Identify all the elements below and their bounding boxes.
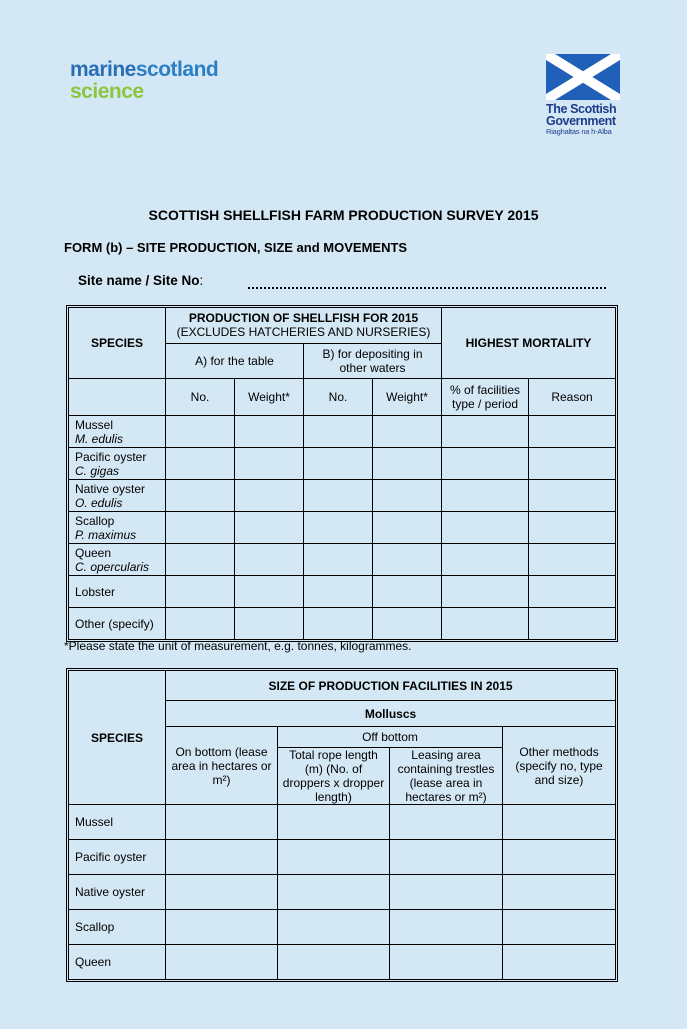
- species-cell: [69, 416, 166, 448]
- table-row: [69, 480, 616, 512]
- entry-cell[interactable]: [442, 608, 529, 640]
- entry-cell[interactable]: [373, 448, 442, 480]
- entry-cell[interactable]: [235, 416, 304, 448]
- entry-cell[interactable]: [529, 512, 616, 544]
- species-name: Pacific oyster: [75, 449, 147, 464]
- entry-cell[interactable]: [166, 480, 235, 512]
- table-row: [69, 448, 616, 480]
- size-title-header: SIZE OF PRODUCTION FACILITIES IN 2015: [166, 671, 616, 701]
- entry-cell[interactable]: [442, 480, 529, 512]
- entry-cell[interactable]: [166, 945, 278, 980]
- species-cell: [69, 480, 166, 512]
- logo-science-text: science: [70, 80, 144, 103]
- pct-facilities-header: % of facilities type / period: [442, 379, 529, 416]
- entry-cell[interactable]: [166, 875, 278, 910]
- entry-cell[interactable]: [304, 416, 373, 448]
- species-cell: [69, 544, 166, 576]
- species-cell: [69, 448, 166, 480]
- depositing-header: B) for depositing in other waters: [304, 343, 442, 379]
- table-row: [69, 910, 616, 945]
- rope-length-header: Total rope length (m) (No. of droppers x dropper length): [278, 748, 390, 805]
- species-name: Native oyster: [75, 481, 146, 496]
- facilities-table: [68, 670, 616, 980]
- molluscs-header: Molluscs: [166, 701, 616, 727]
- entry-cell[interactable]: [442, 512, 529, 544]
- entry-cell[interactable]: [390, 805, 503, 840]
- entry-cell[interactable]: [278, 840, 390, 875]
- entry-cell[interactable]: [235, 448, 304, 480]
- entry-cell[interactable]: [278, 805, 390, 840]
- entry-cell[interactable]: [442, 544, 529, 576]
- entry-cell[interactable]: [304, 512, 373, 544]
- production-table: [68, 307, 616, 640]
- entry-cell[interactable]: [304, 608, 373, 640]
- entry-cell[interactable]: [390, 875, 503, 910]
- entry-cell[interactable]: [529, 416, 616, 448]
- species-name: Other (specify): [75, 616, 154, 631]
- trestles-header: Leasing area containing trestles (lease area in hectares or m²): [390, 748, 503, 805]
- entry-cell[interactable]: [390, 945, 503, 980]
- species-latin-name: O. edulis: [75, 495, 123, 510]
- table-row: [69, 805, 616, 840]
- entry-cell[interactable]: [373, 608, 442, 640]
- gov-logo-line1: The Scottish: [546, 102, 617, 116]
- entry-cell[interactable]: [373, 512, 442, 544]
- entry-cell[interactable]: [503, 840, 616, 875]
- entry-cell[interactable]: [304, 480, 373, 512]
- entry-cell[interactable]: [278, 910, 390, 945]
- entry-cell[interactable]: [235, 576, 304, 608]
- species-latin-name: M. edulis: [75, 431, 124, 446]
- empty-header-cell: [69, 379, 166, 416]
- entry-cell[interactable]: [442, 416, 529, 448]
- entry-cell[interactable]: [503, 875, 616, 910]
- weight-header: Weight*: [373, 379, 442, 416]
- highest-mortality-header: HIGHEST MORTALITY: [442, 308, 616, 379]
- entry-cell[interactable]: [166, 544, 235, 576]
- entry-cell[interactable]: [166, 840, 278, 875]
- table-row: [69, 576, 616, 608]
- species-cell: Pacific oyster: [69, 840, 166, 875]
- entry-cell[interactable]: [373, 576, 442, 608]
- page-title: SCOTTISH SHELLFISH FARM PRODUCTION SURVEY 2015: [148, 207, 539, 223]
- footnote: *Please state the unit of measurement, e.g. tonnes, kilogrammes.: [64, 639, 412, 653]
- entry-cell[interactable]: [235, 608, 304, 640]
- entry-cell[interactable]: [442, 576, 529, 608]
- species-cell: Queen: [69, 945, 166, 980]
- saltire-flag-icon: [546, 54, 620, 100]
- reason-header: Reason: [529, 379, 616, 416]
- marine-scotland-science-logo: [70, 59, 218, 103]
- entry-cell[interactable]: [529, 576, 616, 608]
- scottish-government-logo: [546, 54, 626, 136]
- entry-cell[interactable]: [304, 576, 373, 608]
- entry-cell[interactable]: [166, 448, 235, 480]
- table-row: [69, 608, 616, 640]
- table-row: [69, 840, 616, 875]
- entry-cell[interactable]: [278, 945, 390, 980]
- entry-cell[interactable]: [278, 875, 390, 910]
- entry-cell[interactable]: [373, 544, 442, 576]
- entry-cell[interactable]: [529, 608, 616, 640]
- species-name: Queen: [75, 545, 112, 560]
- entry-cell[interactable]: [235, 512, 304, 544]
- species-header: SPECIES: [69, 671, 166, 805]
- weight-header: Weight*: [235, 379, 304, 416]
- species-cell: [69, 576, 166, 608]
- species-cell: [69, 608, 166, 640]
- entry-cell[interactable]: [166, 805, 278, 840]
- table-row: [69, 416, 616, 448]
- no-header: No.: [304, 379, 373, 416]
- species-name: Scallop: [75, 513, 115, 528]
- species-cell: Scallop: [69, 910, 166, 945]
- species-name: Mussel: [75, 417, 114, 432]
- entry-cell[interactable]: [503, 945, 616, 980]
- logo-marine-text: marine: [70, 58, 136, 81]
- entry-cell[interactable]: [235, 480, 304, 512]
- entry-cell[interactable]: [390, 840, 503, 875]
- species-cell: [69, 512, 166, 544]
- entry-cell[interactable]: [529, 448, 616, 480]
- entry-cell[interactable]: [390, 910, 503, 945]
- species-cell: Native oyster: [69, 875, 166, 910]
- entry-cell[interactable]: [166, 512, 235, 544]
- no-header: No.: [166, 379, 235, 416]
- entry-cell[interactable]: [529, 544, 616, 576]
- species-name: Lobster: [75, 584, 116, 599]
- off-bottom-header: Off bottom: [278, 727, 503, 748]
- gov-logo-line2: Government: [546, 114, 616, 128]
- entry-cell[interactable]: [373, 416, 442, 448]
- entry-cell[interactable]: [373, 480, 442, 512]
- entry-cell[interactable]: [166, 416, 235, 448]
- for-table-header: A) for the table: [166, 343, 304, 379]
- species-latin-name: C. opercularis: [75, 559, 150, 574]
- entry-cell[interactable]: [166, 910, 278, 945]
- species-header: SPECIES: [69, 308, 166, 379]
- entry-cell[interactable]: [304, 448, 373, 480]
- entry-cell[interactable]: [503, 910, 616, 945]
- form-title: FORM (b) – SITE PRODUCTION, SIZE and MOVEMENTS: [64, 240, 408, 255]
- table-row: [69, 512, 616, 544]
- species-latin-name: P. maximus: [75, 527, 137, 542]
- entry-cell[interactable]: [235, 544, 304, 576]
- site-name-field[interactable]: [248, 287, 606, 289]
- entry-cell[interactable]: [166, 576, 235, 608]
- species-cell: Mussel: [69, 805, 166, 840]
- gov-logo-gaelic: Riaghaltas na h-Alba: [546, 127, 612, 136]
- site-name-label: Site name / Site No:: [78, 273, 204, 288]
- table-row: [69, 544, 616, 576]
- table-row: [69, 875, 616, 910]
- logo-scotland-text: scotland: [135, 58, 219, 81]
- entry-cell[interactable]: [166, 608, 235, 640]
- entry-cell[interactable]: [304, 544, 373, 576]
- entry-cell[interactable]: [442, 448, 529, 480]
- production-header: PRODUCTION OF SHELLFISH FOR 2015 (EXCLUDES HATCHERIES AND NURSERIES): [166, 308, 442, 344]
- species-latin-name: C. gigas: [75, 463, 120, 478]
- on-bottom-header: On bottom (lease area in hectares or m²): [166, 727, 278, 805]
- entry-cell[interactable]: [529, 480, 616, 512]
- other-methods-header: Other methods (specify no, type and size): [503, 727, 616, 805]
- table-row: [69, 945, 616, 980]
- entry-cell[interactable]: [503, 805, 616, 840]
